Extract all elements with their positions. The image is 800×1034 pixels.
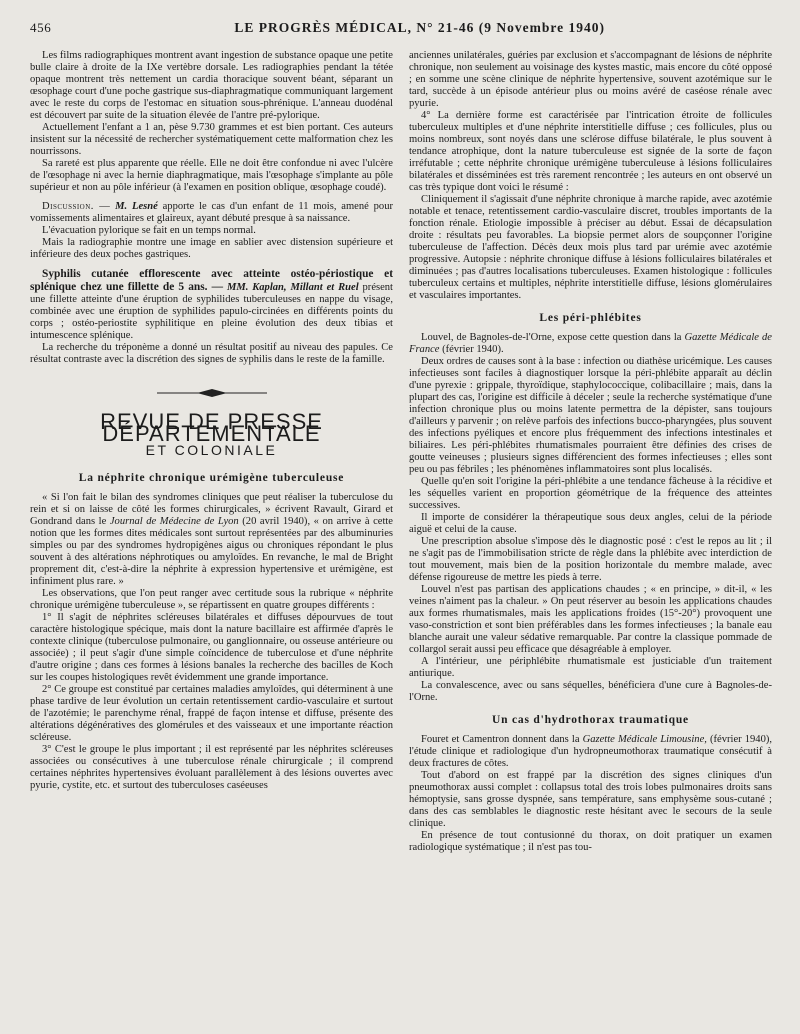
paragraph: 2° Ce groupe est constitué par certaines maladies amyloïdes, qui déterminent à une phase tardive de leur évolution un certain retentissement cardio-vasculaire et surtout de l'azotémie; le parenchyme rénal, frappé de façon intense et diffuse, présente des altérations dégénératives des glomérules et des vaisseaux et une importante réaction scléreuse. [30, 684, 393, 743]
journal-name: Gazette Médicale Limousine, [579, 734, 707, 745]
paragraph: anciennes unilatérales, guéries par exclusion et s'accompagnant de lésions de néphrite chronique, non seulement au voisinage des kystes mastic, mais encore du côté opposé ; en somme une scène clinique de néphrite hypertensive, souvent azotémique sur le tard, succède à un épisode antérieur plus ou moins avéré de caséose rénale avec pyurie. [409, 50, 772, 109]
paragraph: Sa rareté est plus apparente que réelle. Elle ne doit être confondue ni avec l'ulcère de l'œsophage ni avec la hernie diaphragmatique, mais l'œsophage s'implante au pôle supérieur et non au pôle inférieur (à l'examen en position oblique, œsophage coudé). [30, 158, 393, 193]
paragraph: Deux ordres de causes sont à la base : infection ou diathèse uricémique. Les causes infectieuses sont faciles à diagnostiquer lorsque la péri-phlébite apparaît au déclin d'une pyrexie : grippale, thyroïdique, staphylococcique, colibacillaire ; mais, dans la plupart des cas, l'origine est difficile à déceler ; seule la recherche systématique d'une infection chronique plus ou moins latente permettra de la dépister, sans toujours d'ailleurs y parvenir ; on relève parfois des infections bucco-pharyngées, plus souvent des infections pyéliques et encore plus fréquemment des infections intestinales et biliaires. Les péri-phlébites rhumatismales pourraient être définies des crises de goutte veineuses ; plusieurs signes différencient des formes infectieuses ; elles sont peu ou pas fébriles ; les phénomènes inflammatoires sont plus localisés. [409, 356, 772, 475]
paragraph: Une prescription absolue s'impose dès le diagnostic posé : c'est le repos au lit ; il ne s'agit pas de l'immobilisation stricte de règle dans la phlébite avec interdiction de tout mouvement, mais bien de la position horizontale du membre malade, avec défense rigoureuse de mettre les pieds à terre. [409, 536, 772, 583]
paragraph: Fouret et Camentron donnent dans la Gazette Médicale Limousine, (février 1940), l'étude clinique et radiologique d'un hydropneumothorax traumatique consécutif à deux fractures de côtes. [409, 734, 772, 769]
journal-header-title: LE PROGRÈS MÉDICAL, N° 21-46 (9 Novembre 1940) [234, 20, 605, 35]
paragraph: « Si l'on fait le bilan des syndromes cliniques que peut réaliser la tuberculose du rein et si on laisse de côté les formes chirurgicales, » écrivent Ravault, Girard et Gondrand dans le Journal de Médecine de Lyon (20 avril 1940), « on arrive à cette notion que les formes dites médicales sont surtout représentées par des albuminuries simples ou par des syndromes hydropigènes aigus ou chroniques répondant le plus souvent à des altérations néphrotiques ou amyloïdes. En revanche, le mal de Bright proprement dit, c'est-à-dire la néphrite à expression hypertensive et urémigène, est infiniment plus rare. » [30, 492, 393, 587]
paragraph: A l'intérieur, une périphlébite rhumatismale est justiciable d'un traitement antiurique. [409, 656, 772, 679]
section-title: REVUE DE PRESSE DÉPARTEMENTALE [100, 409, 323, 446]
right-column [409, 50, 772, 854]
section-subtitle: ET COLONIALE [145, 442, 278, 458]
ornament-divider [30, 388, 393, 398]
paragraph: Il importe de considérer la thérapeutique sous deux angles, celui de la période aiguë et celui de la cause. [409, 512, 772, 535]
paragraph: La convalescence, avec ou sans séquelles, bénéficiera d'une cure à Bagnoles-de-l'Orne. [409, 680, 772, 703]
article-heading: Un cas d'hydrothorax traumatique [492, 714, 689, 726]
article-heading: La néphrite chronique urémigène tuberculeuse [78, 472, 345, 484]
paragraph: 1° Il s'agit de néphrites scléreuses bilatérales et diffuses dépourvues de tout caractère histologique spécique, mais dont la nature bacillaire est affirmée d'après le contexte clinique (tuberculose pulmonaire, ou ganglionnaire, ou osseuse antérieure ou associée) ; il peut s'agir d'une simple coïncidence de tuberculose et d'une néphrite d'autre origine ; dans ces formes à lésions banales la recherche des bacilles de Koch sur les coupes histologiques revêt évidemment une grande importance. [30, 612, 393, 683]
article-heading: Les péri-phlébites [539, 312, 642, 324]
paragraph: 3° C'est le groupe le plus important ; il est représenté par les néphrites scléreuses associées ou consécutives à une tuberculose rénale chirurgicale ; il comprend certaines néphrites hypertensives évoluant parallèlement à des lésions ouvertes avec pyurie, cystite, etc. et surtout des tuberculoses caséeuses [30, 744, 393, 791]
paragraph: Les observations, que l'on peut ranger avec certitude sous la rubrique « néphrite chronique urémigène tuberculeuse », se répartissent en quatre groupes différents : [30, 588, 393, 611]
paragraph: Les films radiographiques montrent avant ingestion de substance opaque une petite bulle claire à droite de la IXe vertèbre dorsale. Les radiographies pendant la tétée opaque montrent très nettement un cardia thoracique souvent béant, séparant un œsophage court d'une poche gastrique sus-diaphragmatique communiquant largement avec le reste du corps de l'estomac en situation sous-phrénique. L'anneau duodénal est découvert par suite de la situation élevée de l'antre pré-pylorique. [30, 50, 393, 121]
discussion-text: apporte le cas d'un enfant de 11 mois, amené pour vomissements alimentaires et glaireux, ayant débuté presque à sa naissance. [30, 201, 393, 224]
discussion-author: M. Lesné [115, 201, 158, 212]
syphilis-text: présent une fillette atteinte d'une éruption de syphilides tuberculeuses en nappe du visage, combinée avec une éruption de syphilides papulo-circinées en différents points du corps ; ostéo-periostite syphilitique en pleine évolution des deux tibias et intumescence splénique. [30, 282, 393, 341]
paragraph: Quelle qu'en soit l'origine la péri-phlébite a une tendance fâcheuse à la récidive et les séquelles varient en proportion géométrique de la fréquence des atteintes successives. [409, 476, 772, 511]
page-number: 456 [30, 20, 52, 35]
syphilis-title: Syphilis cutanée efflorescente avec atteinte ostéo-périostique et splénique chez une fillette de 5 ans. — [30, 268, 393, 293]
paragraph: L'évacuation pylorique se fait en un temps normal. [42, 225, 256, 236]
article-columns [30, 50, 788, 854]
paragraph: La recherche du tréponème a donné un résultat positif au niveau des papules. Ce résultat contraste avec la discrétion des signes de syphilis dans le reste de la famille. [30, 342, 393, 365]
discussion-paragraph [30, 201, 393, 225]
syphilis-paragraph [30, 268, 393, 342]
paragraph: En présence de tout contusionné du thorax, on doit pratiquer un examen radiologique systématique ; il n'est pas tou- [409, 830, 772, 853]
paragraph: Actuellement l'enfant a 1 an, pèse 9.730 grammes et est bien portant. Ces auteurs insistent sur la nécessité de rechercher systématiquement cette malformation chez les nourrissons. [30, 122, 393, 157]
paragraph: Louvel n'est pas partisan des applications chaudes ; « en principe, » dit-il, « les veines n'aiment pas la chaleur. » On peut réserver au besoin les applications chaudes aux formes rhumatismales, mais les applications froides (15°-20°) provoquent une vaso-constriction et sont bien préférables dans les formes infectieuses ; la banale eau blanche aurait une valeur sédative remarquable. Par contre la classique pommade de collargol serait aussi peu efficace que désagréable à employer. [409, 584, 772, 655]
paragraph: 4° La dernière forme est caractérisée par l'intrication étroite de follicules tuberculeux multiples et d'une néphrite interstitielle diffuse ; ces follicules, plus ou moins nombreux, sont noyés dans une sclérose diffuse bilatérale, le plus souvent à tendance atrophique, dont la nature tuberculeuse est signée de la sorte de façon irréfutable ; cette néphrite chronique urémigène tuberculeuse à lésions folliculaires bilatérales et disséminées est très rarement rencontrée ; les auteurs en ont observé un cas très typique dont voici le résumé : [409, 110, 772, 193]
paragraph: Louvel, de Bagnoles-de-l'Orne, expose cette question dans la Gazette Médicale de France (février 1940). [409, 332, 772, 355]
discussion-label: Discussion. — [42, 201, 111, 212]
journal-name: Journal de Médecine de Lyon [106, 516, 239, 527]
paragraph: Tout d'abord on est frappé par la discrétion des signes cliniques d'un pneumothorax aussi complet : collapsus total des trois lobes pulmonaires droits sans hémoptysie, sans grosse dyspnée, sans température, sans emphysème sous-cutané ; dans des cas semblables le diagnostic reste hésitant avec le secours de la seule clinique. [409, 770, 772, 829]
paragraph: Mais la radiographie montre une image en sablier avec distension supérieure et inférieure des deux poches gastriques. [30, 237, 393, 260]
left-column [30, 50, 393, 854]
paragraph: Cliniquement il s'agissait d'une néphrite chronique à marche rapide, avec azotémie notable et tenace, retentissement cardio-vasculaire discret, troubles importants de la fonction rénale. Etiologie impossible à préciser au début. Essai de décapsulation droite : résultats peu favorables. La biopsie permet alors de soupçonner l'origine tuberculeuse de l'affection. Décès deux mois plus tard par urémie avec azotémie progressive. Autopsie : néphrite chronique diffuse à lésions folliculaires bilatérales et diminuées ; pas d'autres localisations tuberculeuses. Examen histologique : follicules tuberculeux certains et multiples, néphrite interstitielle diffuse, lésions glomérulaires et vasculaires importantes. [409, 194, 772, 301]
running-header [30, 20, 788, 38]
syphilis-authors: MM. Kaplan, Millant et Ruel [223, 282, 359, 293]
journal-name: Gazette Médicale de France [409, 332, 772, 355]
